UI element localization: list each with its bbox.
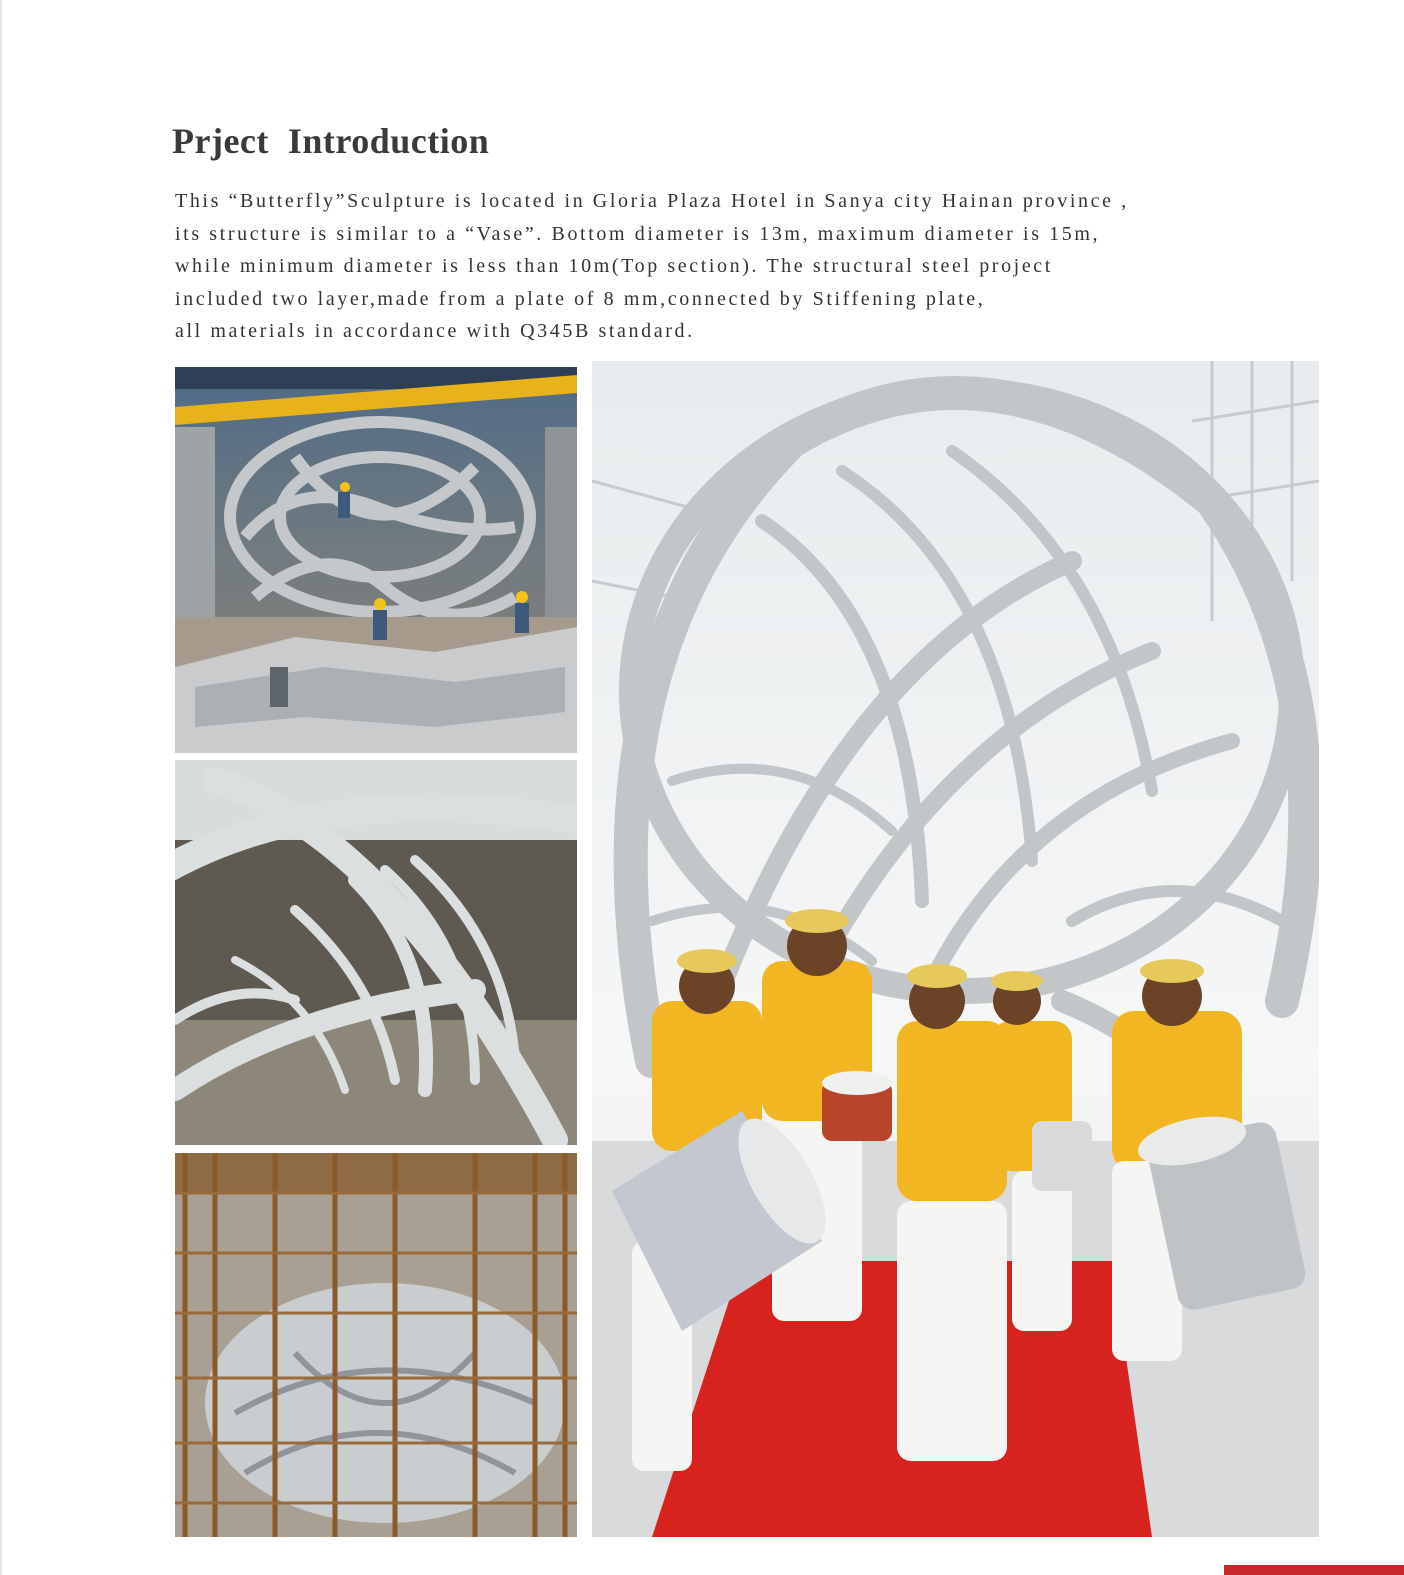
photo-steel-detail — [175, 760, 577, 1145]
page-title: Prject Introduction — [172, 121, 490, 161]
corner-accent-bar — [1224, 1565, 1404, 1575]
photo-workshop-fabrication — [175, 367, 577, 753]
description-line: This “Butterfly”Sculpture is located in Gloria Plaza Hotel in Sanya city Hainan province , — [175, 190, 1129, 212]
photo-opening-ceremony — [592, 361, 1319, 1537]
photo-scaffolding — [175, 1153, 577, 1537]
page-left-border — [0, 0, 2, 1575]
description-line: its structure is similar to a “Vase”. Bottom diameter is 13m, maximum diameter is 15m, — [175, 222, 1101, 245]
description-line: all materials in accordance with Q345B standard. — [175, 320, 695, 342]
project-description — [175, 185, 1355, 348]
description-line: while minimum diameter is less than 10m(Top section). The structural steel project — [175, 255, 1053, 277]
description-line: included two layer,made from a plate of 8 mm,connected by Stiffening plate, — [175, 287, 986, 310]
